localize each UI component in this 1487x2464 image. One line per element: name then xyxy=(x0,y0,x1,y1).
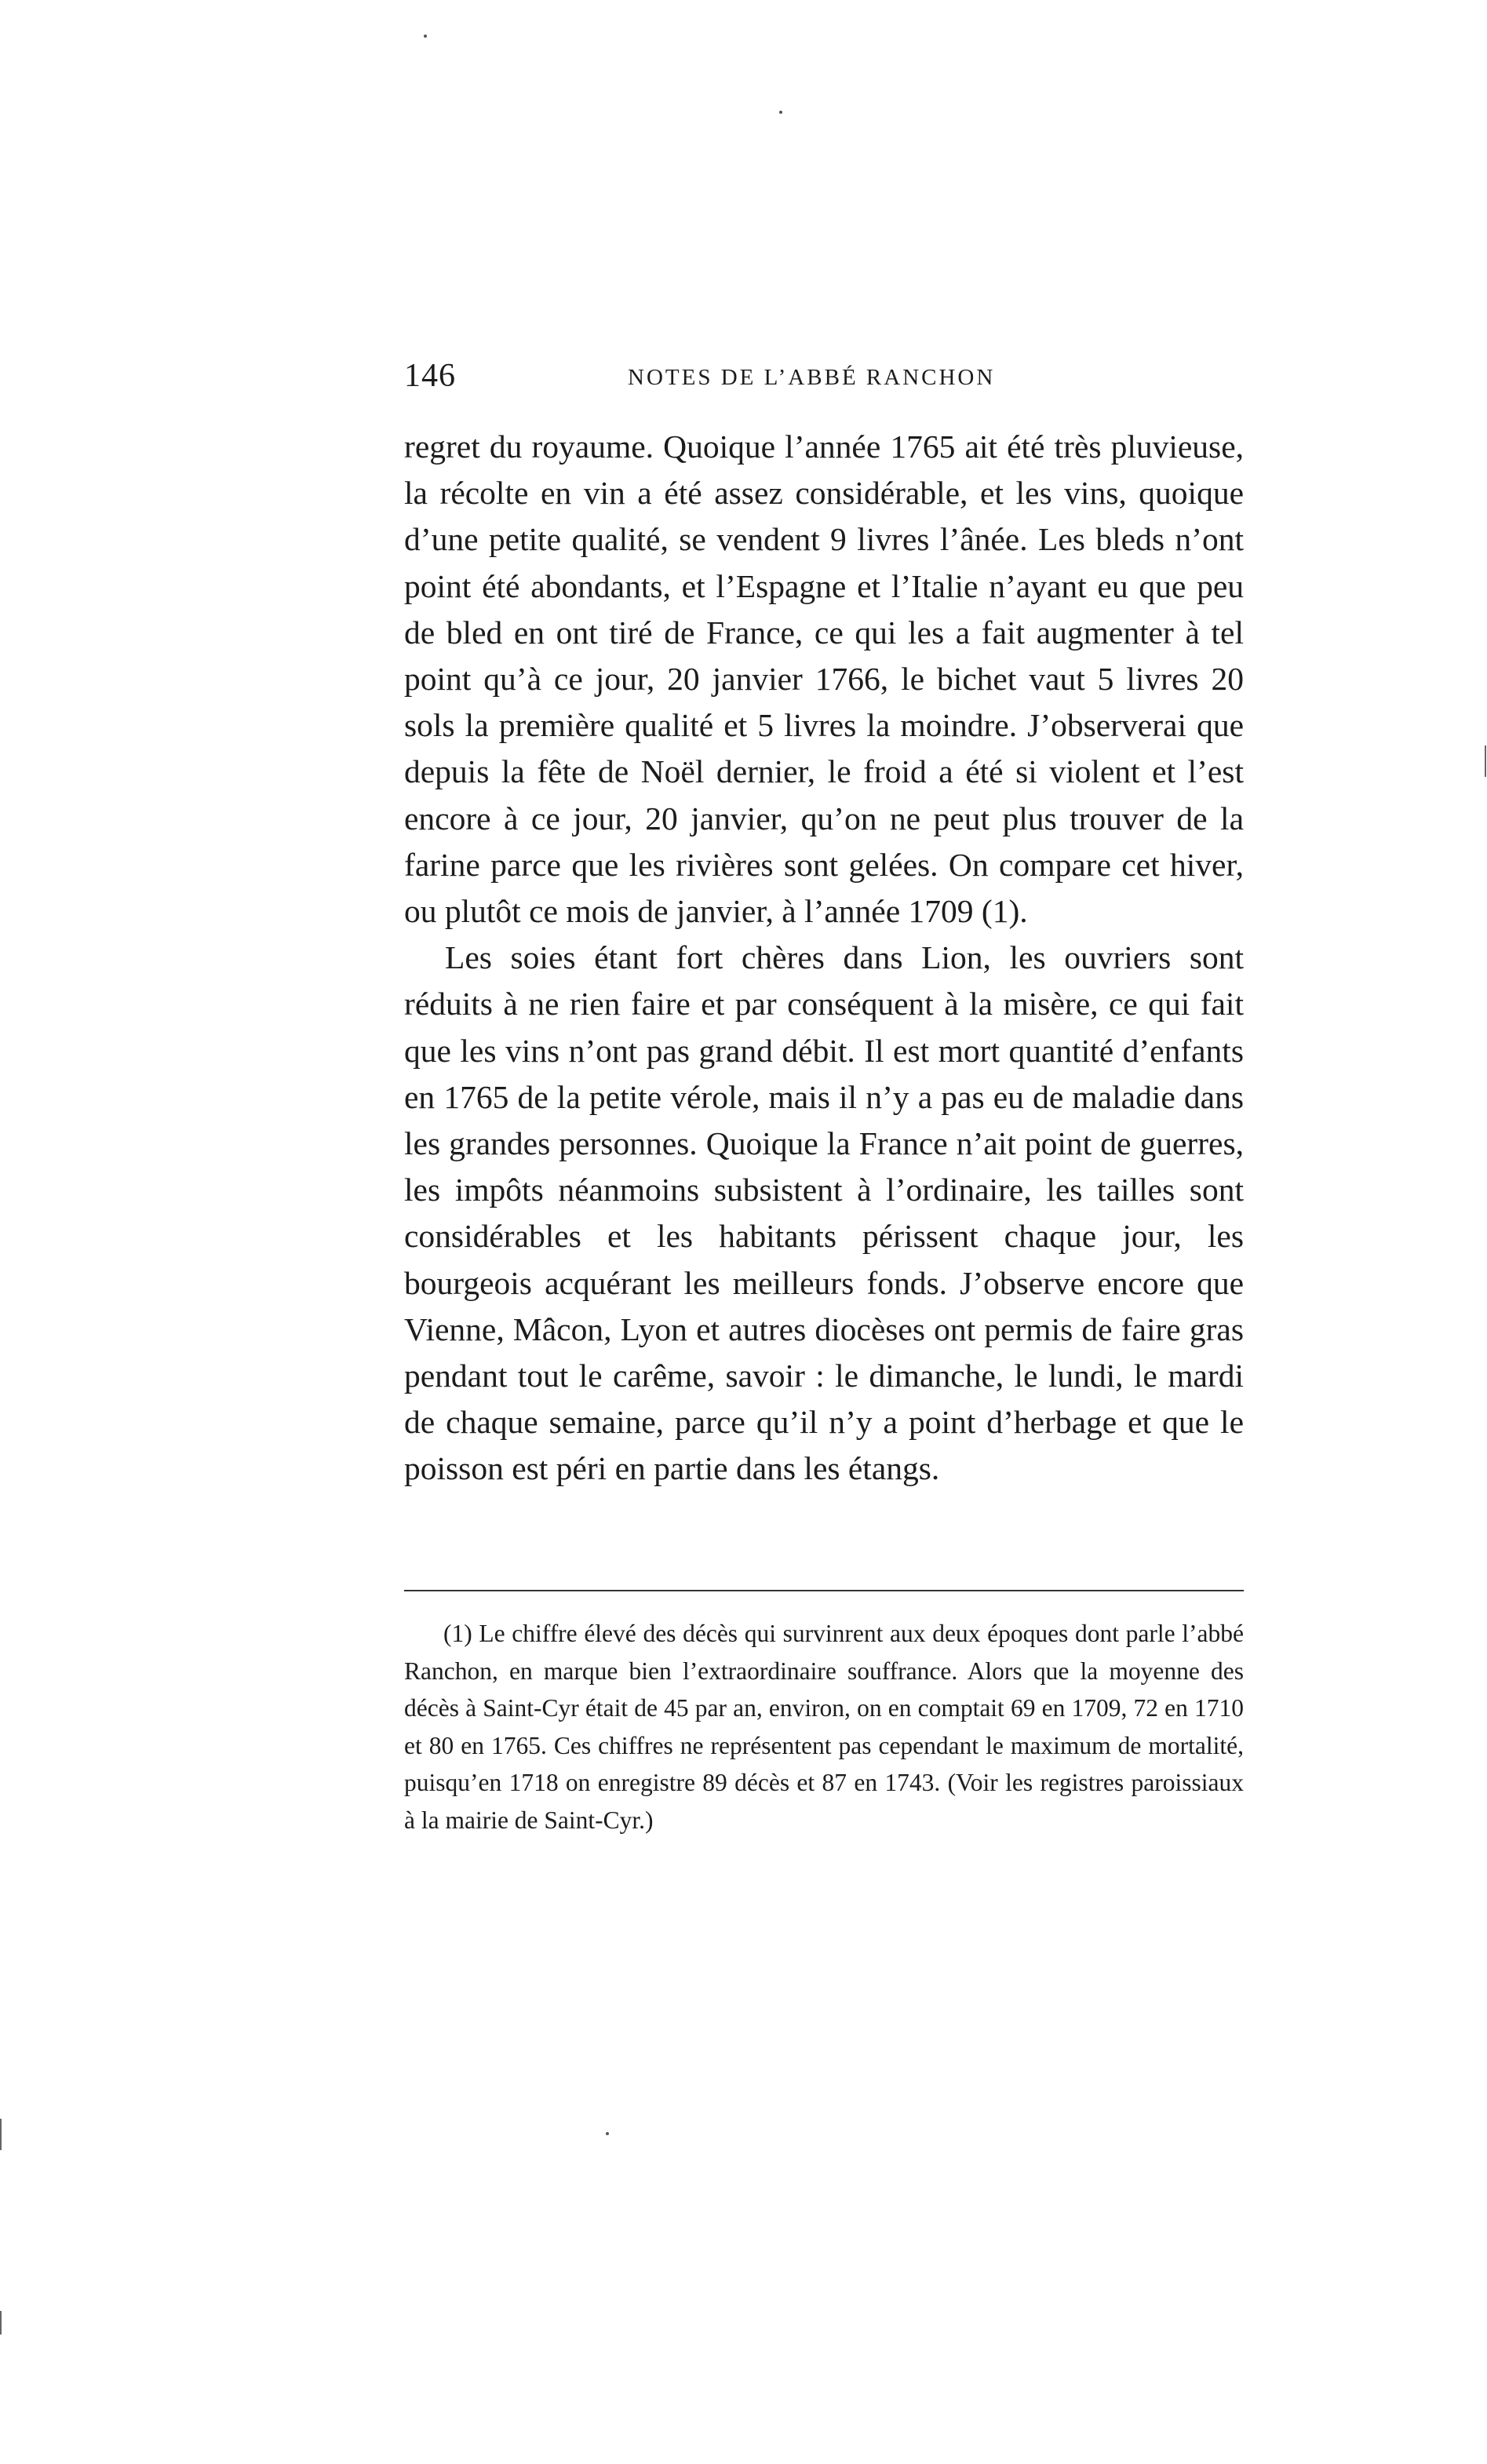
margin-mark xyxy=(0,2119,2,2150)
margin-mark xyxy=(1485,745,1486,777)
paragraph-2: Les soies étant fort chères dans Lion, les ouvriers sont réduits à ne rien faire et par conséquent à la misère, ce qui fait que les vins n’ont pas grand débit. Il est mort quantité d’enfants en 1765 de la petite vérole, mais il n’y a pas eu de maladie dans les grandes personnes. Quoique la France n’ait point de guerres, les impôts néanmoins subsistent à l’ordinaire, les tailles sont considérables et les habitants périssent chaque jour, les bourgeois acquérant les meilleurs fonds. J’observe encore que Vienne, Mâcon, Lyon et autres diocèses ont permis de faire gras pendant tout le carême, savoir : le dimanche, le lundi, le mardi de chaque semaine, parce qu’il n’y a point d’herbage et que le poisson est péri en partie dans les étangs. xyxy=(404,939,1244,1487)
speck xyxy=(606,2132,609,2135)
margin-mark xyxy=(0,2311,2,2335)
footnote-text: (1) Le chiffre élevé des décès qui survinrent aux deux époques dont parle l’abbé Ranchon, en marque bien l’extraordinaire souffrance. Alors que la moyenne des décès à Saint-Cyr était de 45 par an, environ, on en comptait 69 en 1709, 72 en 1710 et 80 en 1765. Ces chiffres ne représentent pas cependant le maximum de mortalité, puisqu’en 1718 on enregistre 89 décès et 87 en 1743. (Voir les registres paroissiaux à la mairie de Saint-Cyr.) xyxy=(404,1620,1244,1834)
footnote-rule xyxy=(404,1590,1244,1591)
speck xyxy=(424,35,427,38)
running-head xyxy=(404,357,1244,404)
speck xyxy=(779,111,782,114)
footnote xyxy=(404,1615,1244,1839)
paragraph-1: regret du royaume. Quoique l’année 1765 ait été très pluvieuse, la récolte en vin a été assez considérable, et les vins, quoique d’une petite qualité, se vendent 9 livres l’ânée. Les bleds n’ont point été abondants, et l’Espagne et l’Italie n’ayant eu que peu de bled en ont tiré de France, ce qui les a fait augmenter à tel point qu’à ce jour, 20 janvier 1766, le bichet vaut 5 livres 20 sols la première qualité et 5 livres la moindre. J’observerai que depuis la fête de Noël dernier, le froid a été si violent et l’est encore à ce jour, 20 janvier, qu’on ne peut plus trouver de la farine parce que les rivières sont gelées. On compare cet hiver, ou plutôt ce mois de janvier, à l’année 1709 (1). xyxy=(404,428,1244,930)
body-text xyxy=(404,424,1244,1493)
running-title: NOTES DE L’ABBÉ RANCHON xyxy=(628,365,996,390)
page-number: 146 xyxy=(404,358,456,394)
